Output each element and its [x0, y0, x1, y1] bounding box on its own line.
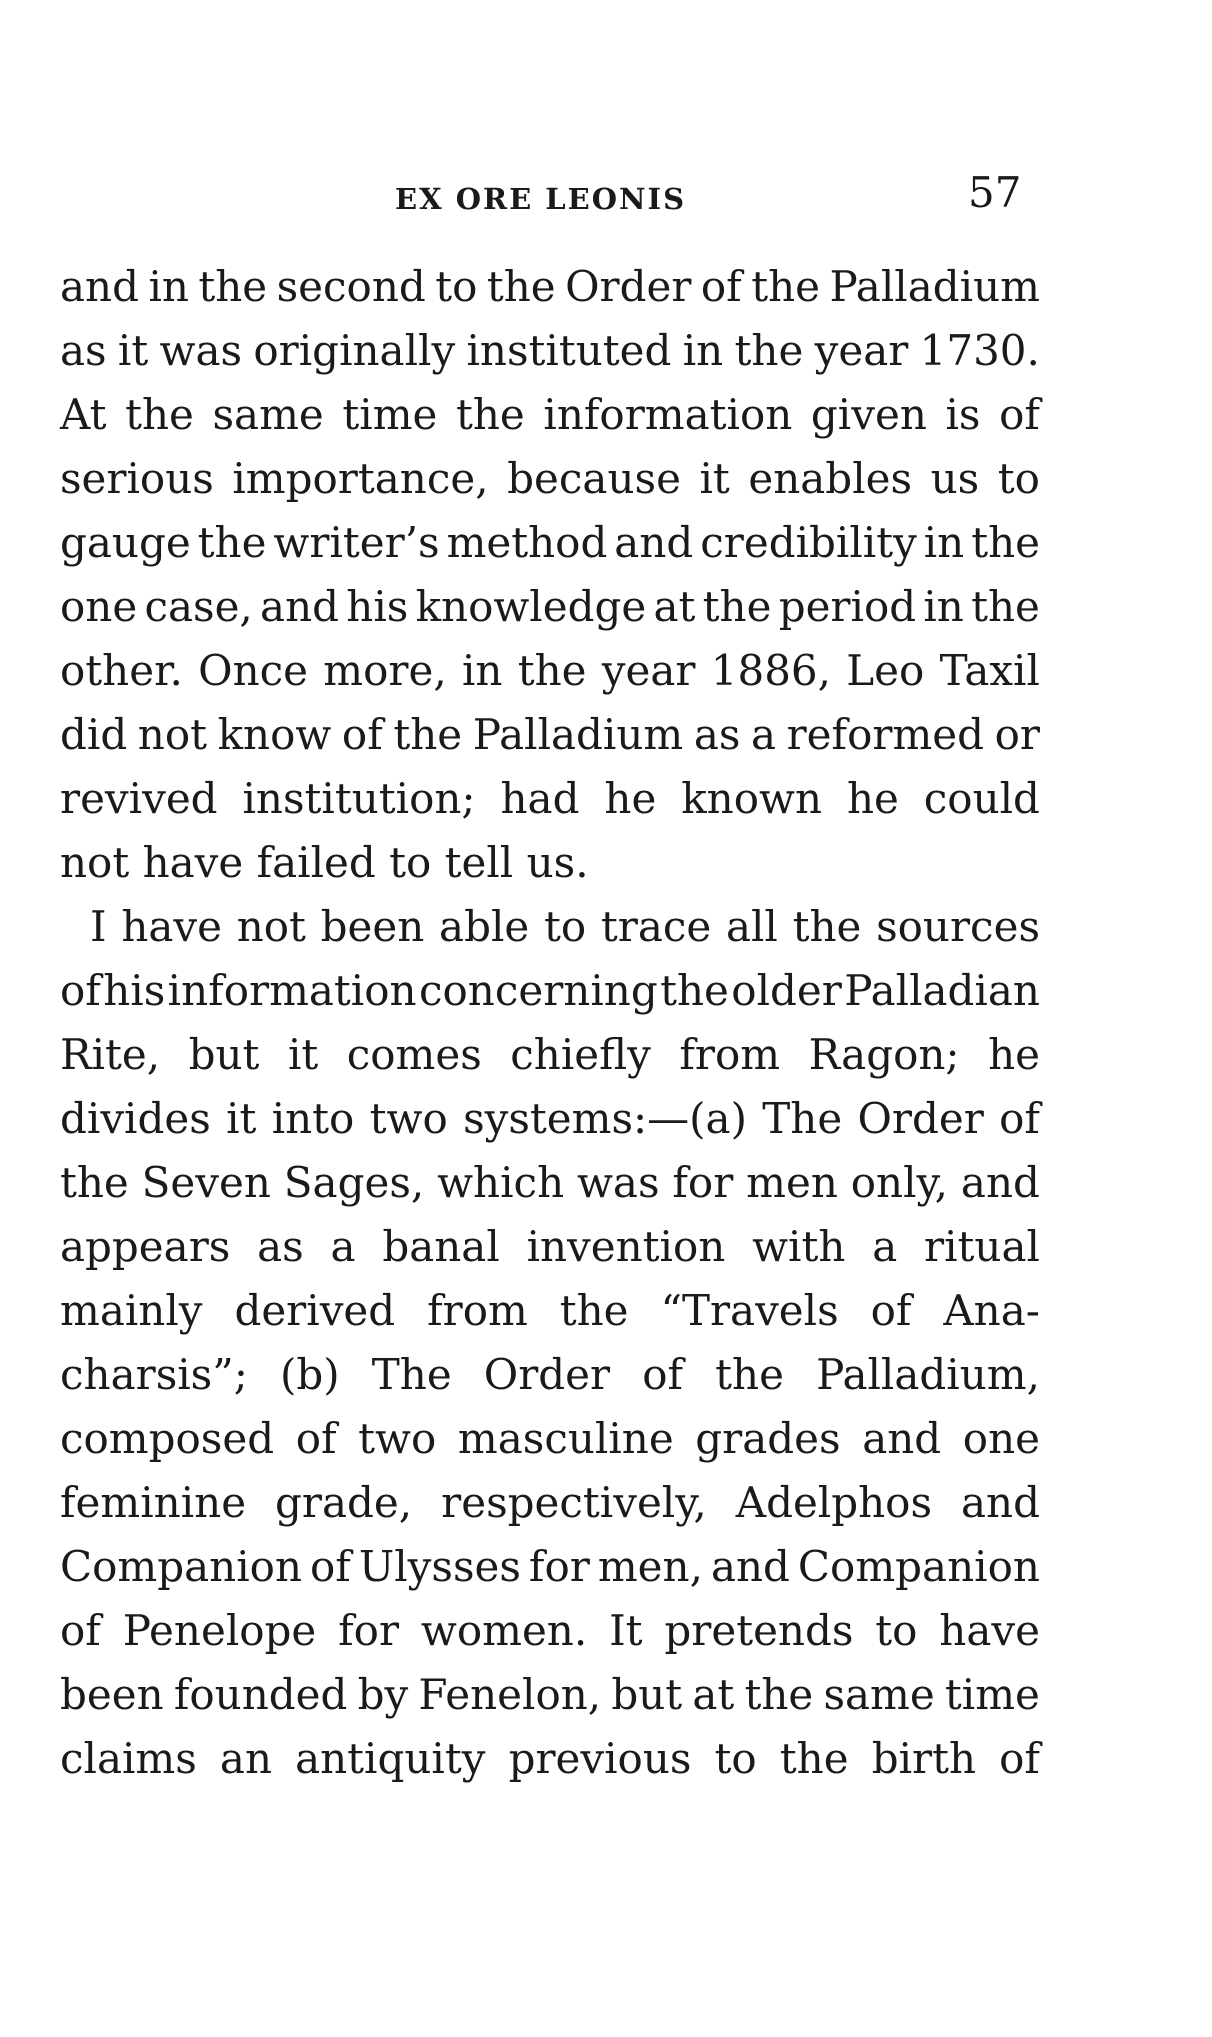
text-line: gauge the writer’s method and credibility in the — [60, 518, 1040, 567]
text-line: appears as a banal invention with a ritual — [60, 1222, 1040, 1271]
text-line: one case, and his knowledge at the period in the — [60, 582, 1040, 631]
page-number: 57 — [968, 168, 1022, 217]
text-line: Rite, but it comes chiefly from Ragon; he — [60, 1030, 1040, 1079]
text-line: charsis”; (b) The Order of the Palladium, — [60, 1350, 1040, 1399]
text-line: composed of two masculine grades and one — [60, 1414, 1040, 1463]
text-line: Companion of Ulysses for men, and Companion — [60, 1542, 1040, 1591]
text-line: of Penelope for women. It pretends to have — [60, 1606, 1040, 1655]
text-line: as it was originally instituted in the year 1730. — [60, 326, 1040, 375]
text-line: feminine grade, respectively, Adelphos and — [60, 1478, 1040, 1527]
running-head — [0, 168, 1212, 218]
text-line: the Seven Sages, which was for men only, and — [60, 1158, 1040, 1207]
text-line: I have not been able to trace all the sources — [90, 902, 1040, 951]
text-line: At the same time the information given is of — [60, 390, 1040, 439]
text-line: other. Once more, in the year 1886, Leo Taxil — [60, 646, 1040, 695]
text-line: and in the second to the Order of the Palladium — [60, 262, 1040, 311]
text-line: serious importance, because it enables us to — [60, 454, 1040, 503]
text-line: not have failed to tell us. — [60, 838, 589, 887]
text-line: been founded by Fenelon, but at the same time — [60, 1670, 1040, 1719]
text-line: mainly derived from the “Travels of Ana- — [60, 1286, 1040, 1335]
text-line: did not know of the Palladium as a reformed or — [60, 710, 1040, 759]
running-title: EX ORE LEONIS — [395, 182, 687, 216]
text-line: revived institution; had he known he could — [60, 774, 1040, 823]
text-line: of his information concerning the older Palladian — [60, 966, 1040, 1015]
text-line: divides it into two systems:—(a) The Order of — [60, 1094, 1040, 1143]
text-line: claims an antiquity previous to the birth of — [60, 1734, 1040, 1783]
body-text — [60, 255, 1040, 1791]
